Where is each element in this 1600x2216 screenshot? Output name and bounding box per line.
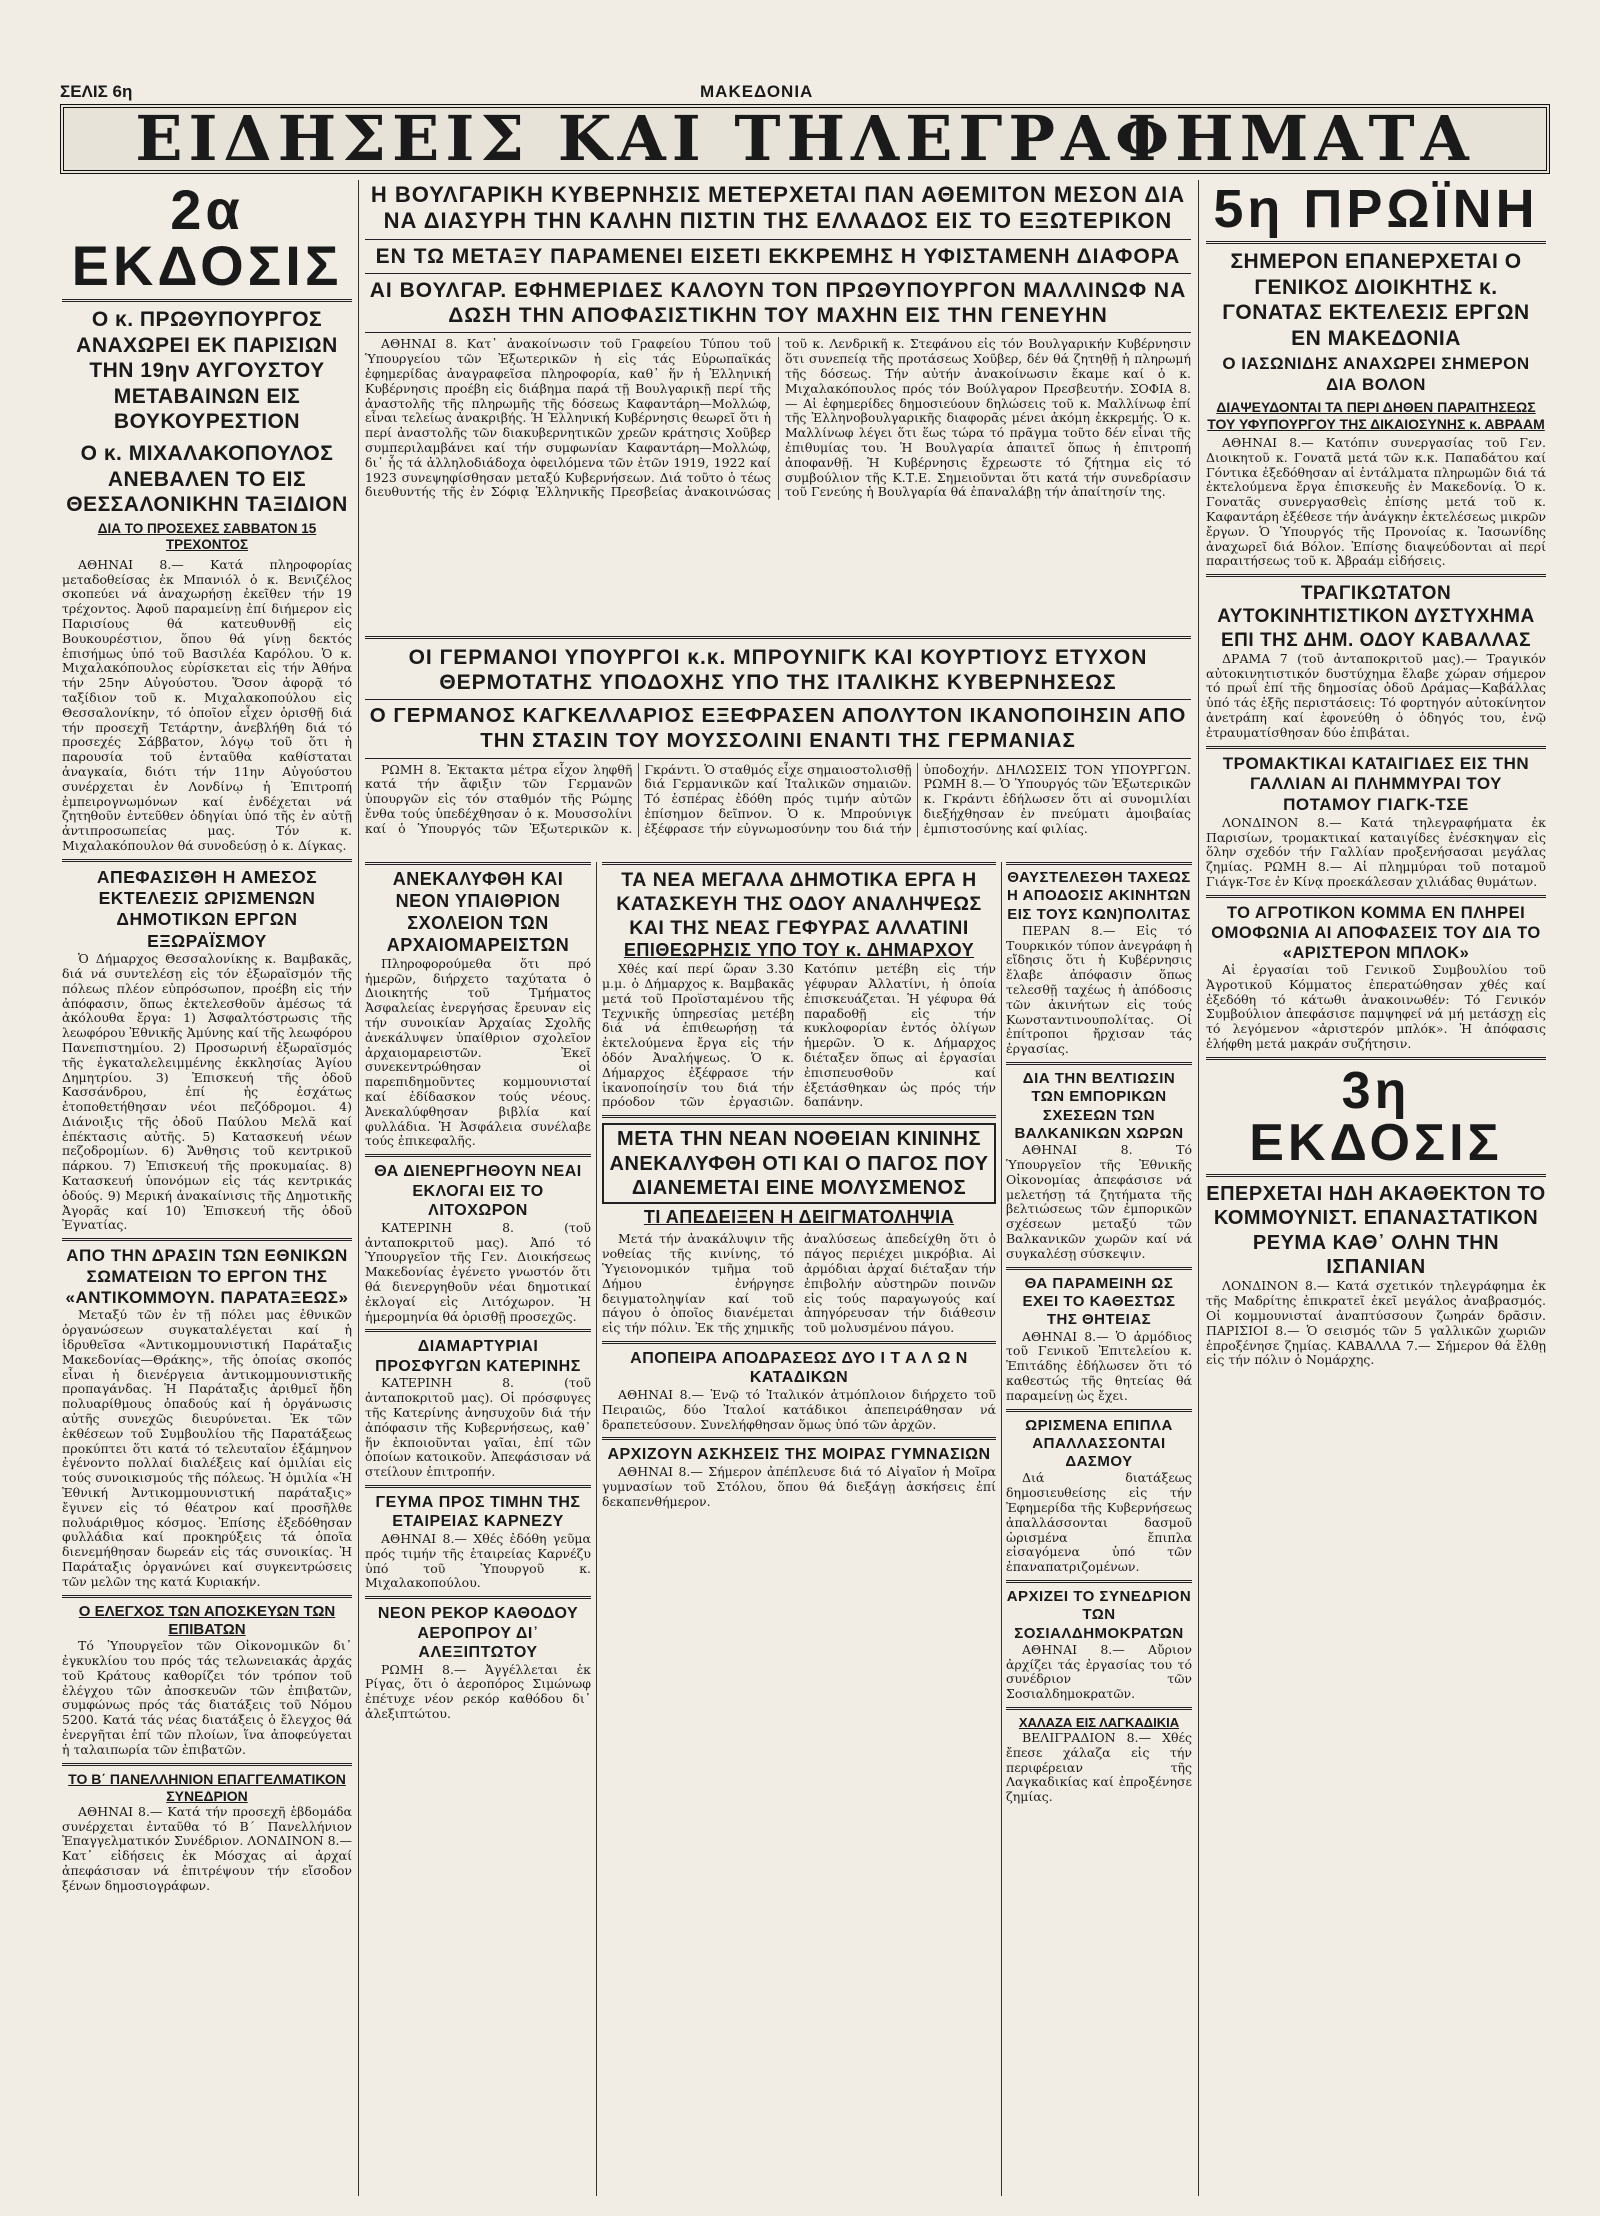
headline: ΑΝΕΚΑΛΥΦΘΗ ΚΑΙ ΝΕΟΝ ΥΠΑΙΘΡΙΟΝ ΣΧΟΛΕΙΟΝ ΤΩΝ ΑΡΧΑΙΟΜΑΡΕΙΣΤΩΝ [386,869,570,955]
headline: ΑΠΕΦΑΣΙΣΘΗ Η ΑΜΕΣΟΣ ΕΚΤΕΛΕΣΙΣ ΩΡΙΣΜΕΝΩΝ ΔΗΜΟΤΙΚΩΝ ΕΡΓΩΝ ΕΞΩΡΑΪΣΜΟΥ [96,866,318,951]
section-title: ΕΙΔΗΣΕΙΣ ΚΑΙ ΤΗΛΕΓΡΑΦΗΜΑΤΑ [135,104,1475,174]
headline: ΜΕΤΑ ΤΗΝ ΝΕΑΝ ΝΟΘΕΙΑΝ ΚΙΝΙΝΗΣ ΑΝΕΚΑΛΥΦΘΗ ΟΤΙ ΚΑΙ Ο ΠΑΓΟΣ ΠΟΥ ΔΙΑΝΕΜΕΤΑΙ ΕΙΝΕ ΜΟΛΥΣΜΕΝΟΣ [602,1123,996,1204]
subheadline: ΔΙΑΨΕΥΔΟΝΤΑΙ ΤΑ ΠΕΡΙ ΔΗΘΕΝ ΠΑΡΑΙΤΗΣΕΩΣ ΤΟΥ ΥΦΥΠΟΥΡΓΟΥ ΤΗΣ ΔΙΚΑΙΟΣΥΝΗΣ κ. ΑΒΡΑΑΜ [1207,398,1545,432]
headline: ΑΡΧΙΖΟΥΝ ΑΣΚΗΣΕΙΣ ΤΗΣ ΜΟΙΡΑΣ ΓΥΜΝΑΣΙΩΝ [607,1446,991,1464]
column-rule [1198,180,1199,2196]
article-text: Μετά τήν ἀνακάλυψιν τῆς νοθείας τῆς κινίνης, τό Ὑγειονομικόν τμῆμα τοῦ Δήμου ἐνήργησε δειγματοληψίαν καί τοῦ πάγου ὁ ὁποῖος διανέμεται εἰς τήν πόλιν. Ἐκ τῆς χημικῆς ἀναλύσεως ἀπεδείχθη ὅτι ὁ πάγος περιέχει μικρόβια. Αἱ ἀρμόδιαι ἀρχαί διέταξαν τήν ἐπιβολήν αὐστηρῶν ποινῶν εἰς τούς παραγωγούς καί ἀπηγόρευσαν τήν διάθεσιν τοῦ μολυσμένου πάγου. [602,1231,996,1336]
edition-label: 3η ΕΚΔΟΣΙΣ [1249,1061,1503,1172]
article-text: Αἱ ἐργασίαι τοῦ Γενικοῦ Συμβουλίου τοῦ Ἀγροτικοῦ Κόμματος ἐπερατώθησαν χθές καί ἐξεδόθη τό κάτωθι ἀνακοινωθέν: Τό Γενικόν Συμβούλιον ἀπεφάσισε παμψηφεί νά μή μετάσχῃ εἰς τό λεγόμενον «ἀριστερόν μπλόκ». Ἡ ἀπόφασις ἐλήφθη μετά μακράν συζήτησιν. [1206,962,1546,1052]
article-text: ΑΘΗΝΑΙ 8.— Σήμερον ἀπέπλευσε διά τό Αἰγαῖον ἡ Μοῖρα γυμνασίων τοῦ Στόλου, ὅπου θά διεξάγῃ ἀσκήσεις ἐπί δεκαπενθήμερον. [602,1463,996,1509]
article-text: ΑΘΗΝΑΙ 8.— Κατά τήν προσεχῆ ἑβδομάδα συνέρχεται ἐνταῦθα τό Β΄ Πανελλήνιον Ἐπαγγελματικόν Συνέδριον. ΛΟΝΔΙΝΟΝ 8.— Κατ᾿ εἰδήσεις ἐκ Μόσχας αἱ ἀρχαί ἀπεφάσισαν νά ἐπιτρέψουν τήν εἴσοδον ξένων δημοσιογράφων. [62,1803,352,1893]
article-text: ΑΘΗΝΑΙ 8.— Κατόπιν συνεργασίας τοῦ Γεν. Διοικητοῦ κ. Γονατᾶ μετά τῶν κ.κ. Παπαδάτου καί Γόντικα ἐξεδόθησαν αἱ ἐντάλματα πληρωμῶν διά τά ἐκτελούμενα ἔργα ἐπισκευῆς ἐν Μακεδονίᾳ. Ὁ κ. Γονατᾶς συνεργασθεὶς ἐπίσης μετά τοῦ κ. Καφαντάρη ἐξέθεσε τήν ἀνάγκην ἐκτελέσεως μικρῶν ἔργων. Ὁ Ὑπουργός τῆς Προνοίας κ. Ἰασωνίδης ἀναχωρεῖ διά Βόλον. Ἐπίσης διαψεύδονται αἱ περί παραιτήσεως τοῦ κ. Ἀβραάμ εἰδήσεις. [1206,435,1546,569]
headline: Ο ΓΕΡΜΑΝΟΣ ΚΑΓΚΕΛΛΑΡΙΟΣ ΕΞΕΦΡΑΣΕΝ ΑΠΟΛΥΤΟΝ ΙΚΑΝΟΠΟΙΗΣΙΝ ΑΠΟ ΤΗΝ ΣΤΑΣΙΝ ΤΟΥ ΜΟΥΣΣΟΛΙΝΙ ΕΝΑΝΤΙ ΤΗΣ ΓΕΡΜΑΝΙΑΣ [369,704,1187,752]
section-banner [60,104,1550,174]
article-text: ΑΘΗΝΑΙ 8.— Κατά πληροφορίας μεταδοθείσας ἐκ Μπανιόλ ὁ κ. Βενιζέλος σκοπεύει νά ἀναχωρήσῃ ἐκεῖθεν τήν 19 τρέχοντος. Ἀφοῦ παραμείνῃ ἐπί διήμερον εἰς Παρισίους θά κατευθυνθῇ εἰς Βουκουρέστιον, ὅπου θά γίνῃ δεκτός ἐπισήμως ὑπό τοῦ Βασιλέα Καρόλου. Ὁ κ. Μιχαλακόπουλος εὑρίσκεται εἰς τήν Ἀθήνα τήν 25ην Αὐγούστου. Ὅσον ἀφορᾷ τό ταξίδιον τοῦ κ. Μιχαλακοπούλου εἰς Θεσσαλονίκην, τό ὁποῖον εἶχεν ὁρισθῇ διά τήν προσεχῆ Τετάρτην, ἀνεβλήθη διά τό προσεχές Σάββατον, λόγῳ τοῦ ὅτι ἡ παρουσία τοῦ ἐνταῦθα καθίσταται ἀναγκαία, διότι τήν 11ην Αὐγούστου συνέρχεται ἐν Λονδίνῳ ἡ Ἐπιτροπή ἐμπειρογνωμόνων καί ἐνδέχεται νά ζητηθοῦν ἐντεῦθεν ὁδηγίαι ὑπό τῆς ἐν αὐτῇ ἀντιπροσωπείας μας. Τόν κ. Μιχαλακόπουλον θά συνοδεύσῃ ὁ κ. Δίγκας. [62,556,352,853]
headline: Ο κ. ΠΡΩΘΥΠΟΥΡΓΟΣ ΑΝΑΧΩΡΕΙ ΕΚ ΠΑΡΙΣΙΩΝ ΤΗΝ 19ην ΑΥΓΟΥΣΤΟΥ ΜΕΤΑΒΑΙΝΩΝ ΕΙΣ ΒΟΥΚΟΥΡΕΣΤΙΟΝ [76,308,338,434]
column-rule [596,862,597,2196]
headline: ΝΕΟΝ ΡΕΚΟΡ ΚΑΘΟΔΟΥ ΑΕΡΟΠΡΟΥ ΔΙ᾿ ΑΛΕΞΙΠΤΩΤΟΥ [377,1605,579,1662]
column-2b [365,862,591,2199]
headline: ΑΙ ΒΟΥΛΓΑΡ. ΕΦΗΜΕΡΙΔΕΣ ΚΑΛΟΥΝ ΤΟΝ ΠΡΩΘΥΠΟΥΡΓΟΝ ΜΑΛΛΙΝΩΦ ΝΑ ΔΩΣΗ ΤΗΝ ΑΠΟΦΑΣΙΣΤΙΚΗΝ ΤΟΥ ΜΑΧΗΝ ΕΙΣ ΤΗΝ ΓΕΝΕΥΗΝ [369,278,1187,328]
edition-label: 2α ΕΚΔΟΣΙΣ [71,180,343,297]
article-text: ΡΩΜΗ 8. Ἐκτακτα μέτρα εἶχον ληφθῆ κατά τήν ἄφιξιν τῶν Γερμανῶν ὑπουργῶν εἰς τόν σταθμόν τῆς Ρώμης ἔνθα τούς ὑπεδέχθησαν ὁ κ. Μουσσολίνι καί ὁ Ὑπουργός τῶν Ἐξωτερικῶν κ. Γκράντι. Ὁ σταθμός εἶχε σημαιοστολισθῇ διά Γερμανικῶν καί Ἰταλικῶν σημαιῶν. Τό ἑσπέρας ἐδόθη πρός τιμήν αὐτῶν ἐπίσημον δεῖπνον. Ὁ κ. Μπρούνιγκ ἐξέφρασε τήν εὐγνωμοσύνην του διά τήν ὑποδοχήν. ΔΗΛΩΣΕΙΣ ΤΟΝ ΥΠΟΥΡΓΩΝ. ΡΩΜΗ 8.— Ὁ Ὑπουργός τῶν Ἐξωτερικῶν κ. Γκράντι ἐδήλωσεν ὅτι αἱ συνομιλίαι διεξήχθησαν ἐν πνεύματι ἀμοιβαίας ἐμπιστοσύνης καί φιλίας. [365,761,1191,836]
article-text: Διά διατάξεως δημοσιευθείσης εἰς τήν Ἐφημερίδα τῆς Κυβερνήσεως ἀπαλλάσσονται δασμοῦ ὡρισμένα ἔπιπλα εἰσαγόμενα ὑπό τῶν ἐπαναπατριζομένων. [1006,1470,1192,1575]
article-text: ΑΘΗΝΑΙ 8.— Αὔριον ἀρχίζει τάς ἐργασίας του τό συνέδριον τῶν Σοσιαλδημοκρατῶν. [1006,1641,1192,1702]
headline: Ο κ. ΜΙΧΑΛΑΚΟΠΟΥΛΟΣ ΑΝΕΒΑΛΕΝ ΤΟ ΕΙΣ ΘΕΣΣΑΛΟΝΙΚΗΝ ΤΑΞΙΔΙΟΝ [66,442,348,517]
headline: ΤΟ Β΄ ΠΑΝΕΛΛΗΝΙΟΝ ΕΠΑΓΓΕΛΜΑΤΙΚΟΝ ΣΥΝΕΔΡΙΟΝ [68,1770,346,1804]
subheadline: ΕΠΙΘΕΩΡΗΣΙΣ ΥΠΟ ΤΟΥ κ. ΔΗΜΑΡΧΟΥ [623,940,975,961]
page-topline [60,82,1550,104]
headline: ΔΙΑΜΑΡΤΥΡΙΑΙ ΠΡΟΣΦΥΓΩΝ ΚΑΤΕΡΙΝΗΣ [375,1338,581,1375]
edition-label: 5η ΠΡΩΪΝΗ [1213,180,1539,239]
page-label: ΣΕΛΙΣ 6η [60,82,133,101]
headline: Ο ΙΑΣΩΝΙΔΗΣ ΑΝΑΧΩΡΕΙ ΣΗΜΕΡΟΝ ΔΙΑ ΒΟΛΟΝ [1222,354,1530,395]
article-text: ΚΑΤΕΡΙΝΗ 8. (τοῦ ἀνταποκριτοῦ μας). Οἱ πρόσφυγες τῆς Κατερίνης ἀνησυχοῦν διά τήν ἀπόφασιν τῆς Κυβερνήσεως, καθ᾿ ἥν ἐκποιοῦνται γαῖαι, ἐπί τῶν ὁποίων κατοικοῦν. Ἀπεφάσισαν νά στείλουν ἐπιτροπήν. [365,1375,591,1480]
headline: ΕΝ ΤΩ ΜΕΤΑΞΥ ΠΑΡΑΜΕΝΕΙ ΕΙΣΕΤΙ ΕΚΚΡΕΜΗΣ Η ΥΦΙΣΤΑΜΕΝΗ ΔΙΑΦΟΡΑ [375,244,1181,268]
article-text: ΡΩΜΗ 8.— Ἀγγέλλεται ἐκ Ρίγας, ὅτι ὁ ἀεροπόρος Σιμώνωφ ἐπέτυχε νέον ρεκόρ καθόδου δι᾿ ἀλεξιπτώτου. [365,1661,591,1722]
article-text: ΔΡΑΜΑ 7 (τοῦ ἀνταποκριτοῦ μας).— Τραγικόν αὐτοκινητιστικόν δυστύχημα ἔλαβε χώραν σήμερον τό πρωΐ ἐπί τῆς δημοσίας ὁδοῦ Δράμας—Καβάλλας ὑπό τάς ἑξῆς περιστάσεις: Τό φορτηγόν αὐτοκίνητον ἀνετράπη καί ἐφονεύθη ὁ ὁδηγός του, ἐνῷ ἐτραυματίσθησαν δύο ἐπιβάται. [1206,650,1546,740]
headline: ΘΑ ΔΙΕΝΕΡΓΗΘΟΥΝ ΝΕΑΙ ΕΚΛΟΓΑΙ ΕΙΣ ΤΟ ΛΙΤΟΧΩΡΟΝ [374,1163,582,1220]
headline: Η ΒΟΥΛΓΑΡΙΚΗ ΚΥΒΕΡΝΗΣΙΣ ΜΕΤΕΡΧΕΤΑΙ ΠΑΝ ΑΘΕΜΙΤΟΝ ΜΕΣΟΝ ΔΙΑ ΝΑ ΔΙΑΣΥΡΗ ΤΗΝ ΚΑΛΗΝ ΠΙΣΤΙΝ ΤΗΣ ΕΛΛΑΔΟΣ ΕΙΣ ΤΟ ΕΞΩΤΕΡΙΚΟΝ [370,182,1186,234]
headline: ΑΡΧΙΖΕΙ ΤΟ ΣΥΝΕΔΡΙΟΝ ΤΩΝ ΣΟΣΙΑΛΔΗΜΟΚΡΑΤΩΝ [1006,1587,1192,1642]
article-text: Χθές καί περί ὥραν 3.30 μ.μ. ὁ Δήμαρχος κ. Βαμβακᾶς μετά τοῦ Προϊσταμένου τῆς Τεχνικῆς ὑπηρεσίας μετέβη διά νά ἐπιθεωρήσῃ τά ἐκτελούμενα ἔργα εἰς τήν ὁδόν Ἀναλήψεως. Ὁ κ. Δήμαρχος ἐξέφρασε τήν ἱκανοποίησίν του διά τήν πρόοδον τῶν ἐργασιῶν. Κατόπιν μετέβη εἰς τήν γέφυραν Ἀλλατίνι, ἡ ὁποία ἐπισκευάζεται. Ἡ γέφυρα θά παραδοθῇ εἰς τήν κυκλοφορίαν ἐντός ὀλίγων ἡμερῶν. Ὁ κ. Δήμαρχος διέταξεν ὅπως αἱ ἐργασίαι ἐπισπευσθοῦν καί ἐξετάσθηκαν ὡς πρός τήν δαπάνην. [602,961,996,1110]
headline: ΤΡΑΓΙΚΩΤΑΤΟΝ ΑΥΤΟΚΙΝΗΤΙΣΤΙΚΟΝ ΔΥΣΤΥΧΗΜΑ ΕΠΙ ΤΗΣ ΔΗΜ. ΟΔΟΥ ΚΑΒΑΛΛΑΣ [1217,583,1535,651]
article-text: ΛΟΝΔΙΝΟΝ 8.— Κατά σχετικόν τηλεγράφημα ἐκ τῆς Μαδρίτης ἐπικρατεῖ ἐκεῖ μεγάλος ἀναβρασμός. Οἱ κομμουνισταί ἀναπτύσσουν ζωηράν δρᾶσιν. ΠΑΡΙΣΙΟΙ 8.— Ὁ σεισμός τῶν 5 γαλλικῶν χωριῶν ἐπροξένησε ζημίας. ΚΑΒΑΛΛΑ 7.— Σήμερον θά ἔλθῃ εἰς τήν πόλιν ὁ Νομάρχης. [1206,1278,1546,1368]
subheadline: ΔΙΑ ΤΟ ΠΡΟΣΕΧΕΣ ΣΑΒΒΑΤΟΝ 15 ΤΡΕΧΟΝΤΟΣ [97,520,317,553]
headline: ΣΗΜΕΡΟΝ ΕΠΑΝΕΡΧΕΤΑΙ Ο ΓΕΝΙΚΟΣ ΔΙΟΙΚΗΤΗΣ κ. ΓΟΝΑΤΑΣ ΕΚΤΕΛΕΣΙΣ ΕΡΓΩΝ ΕΝ ΜΑΚΕΔΟΝΙΑ [1222,250,1530,350]
newspaper-name: ΜΑΚΕΔΟΝΙΑ [700,82,814,101]
article-text: Τό Ὑπουργεῖον τῶν Οἰκονομικῶν δι᾿ ἐγκυκλίου του πρός τάς τελωνειακάς ἀρχάς τοῦ Κράτους καθορίζει τόν τρόπον τοῦ ἐλέγχου τῶν ἀποσκευῶν τῶν ἐπιβατῶν, συμφώνως πρός τάς διατάξεις τοῦ Νόμου 5200. Κατά τάς νέας διατάξεις ὁ ἔλεγχος θά ἐνεργῆται ἐπί τῶν πλοίων, ἵνα ἀποφεύγεται ἡ ταλαιπωρία τῶν ἐπιβατῶν. [62,1638,352,1757]
article-text: ΑΘΗΝΑΙ 8.— Χθές ἐδόθη γεῦμα πρός τιμήν τῆς ἑταιρείας Καρνέζυ ὑπό τοῦ Ὑπουργοῦ κ. Μιχαλακοπούλου. [365,1530,591,1591]
column-rule [1001,862,1002,2196]
article-text: Μεταξύ τῶν ἐν τῇ πόλει μας ἐθνικῶν ὀργανώσεων συγκαταλέγεται καί ἡ ἱδρυθεῖσα «Ἀντικομμουνιστική Παράταξις Μακεδονίας—Θράκης», τῆς ὁποίας σκοπός εἶναι ἡ διενέργεια ἀντικομμουνιστικῆς προπαγάνδας. Ἡ Παράταξις ἀριθμεῖ ἤδη πολυαρίθμους ὀπαδούς καί ἡ ὀργάνωσις αὐτῆς συνεχῶς διευρύνεται. Ἐκ τῶν ἐκθέσεων τοῦ Συμβουλίου τῆς Παρατάξεως προκύπτει ὅτι κατά τό τελευταῖον ἑξάμηνον ἐγένοντο πολλαί διαλέξεις καί ὁμιλίαι εἰς τούς συνοικισμούς τῆς πόλεως. Ἡ ὁμιλία «Ἡ Ἐθνική Ἀντικομμουνιστική παράταξις» ἔγινεν εἰς τό θέατρον καί προσῆλθε πολυάριθμος κόσμος. Ἐπίσης ἐξεδόθησαν φυλλάδια καί προκηρύξεις τά ὁποῖα διενεμήθησαν δωρεάν εἰς τάς συνοικίας. Ἡ Παράταξις ὀργανώνει καί συγκεντρώσεις τῶν μελῶν της κατά Κυριακήν. [62,1307,352,1589]
headline: ΑΠΟΠΕΙΡΑ ΑΠΟΔΡΑΣΕΩΣ ΔΥΟ Ι Τ Α Λ Ω Ν ΚΑΤΑΔΙΚΩΝ [630,1349,968,1387]
column-4 [1006,862,1192,2199]
headline: Ο ΕΛΕΓΧΟΣ ΤΩΝ ΑΠΟΣΚΕΥΩΝ ΤΩΝ ΕΠΙΒΑΤΩΝ [78,1602,336,1638]
lead-story [365,182,1191,630]
headline: ΤΑ ΝΕΑ ΜΕΓΑΛΑ ΔΗΜΟΤΙΚΑ ΕΡΓΑ Η ΚΑΤΑΣΚΕΥΗ ΤΗΣ ΟΔΟΥ ΑΝΑΛΗΨΕΩΣ ΚΑΙ ΤΗΣ ΝΕΑΣ ΓΕΦΥΡΑΣ ΑΛΛΑΤΙΝΙ [616,869,982,939]
article-text: ΑΘΗΝΑΙ 8. Τό Ὑπουργεῖον τῆς Ἐθνικῆς Οἰκονομίας ἀπεφάσισε νά μελετήσῃ τά ζητήματα τῆς βελτιώσεως τῶν ἐμπορικῶν σχέσεων μεταξύ τῶν Βαλκανικῶν χωρῶν καί νά συγκαλέσῃ σύσκεψιν. [1006,1142,1192,1261]
column-3 [602,862,996,2199]
article-text: ΑΘΗΝΑΙ 8.— Ἐνῷ τό Ἰταλικόν ἀτμόπλοιον διήρχετο τοῦ Πειραιῶς, δύο Ἰταλοί κατάδικοι ἀπεπειράθησαν νά δραπετεύσουν. Συνελήφθησαν ὅμως ὑπό τῶν ἀρχῶν. [602,1387,996,1432]
headline: ΕΠΕΡΧΕΤΑΙ ΗΔΗ ΑΚΑΘΕΚΤΟΝ ΤΟ ΚΟΜΜΟΥΝΙΣΤ. ΕΠΑΝΑΣΤΑΤΙΚΟΝ ΡΕΥΜΑ ΚΑΘ᾿ ΟΛΗΝ ΤΗΝ ΙΣΠΑΝΙΑΝ [1206,1182,1546,1279]
article-text: ΑΘΗΝΑΙ 8.— Ὁ ἁρμόδιος τοῦ Γενικοῦ Ἐπιτελείου κ. Ἐπιτάδης ἐδήλωσεν ὅτι τό καθεστώς τῆς θητείας θά παραμείνῃ ὡς ἔχει. [1006,1328,1192,1403]
article-text: ΚΑΤΕΡΙΝΗ 8. (τοῦ ἀνταποκριτοῦ μας). Ἀπό τό Ὑπουργεῖον τῆς Γεν. Διοικήσεως Μακεδονίας ἐγένετο γνωστόν ὅτι θά διενεργηθοῦν νέαι δημοτικαί ἐκλογαί εἰς Λιτόχωρον. Ἡ ἡμερομηνία θά ὁρισθῇ προσεχῶς. [365,1219,591,1324]
subheadline: ΤΙ ΑΠΕΔΕΙΞΕΝ Η ΔΕΙΓΜΑΤΟΛΗΨΙΑ [643,1207,955,1228]
headline: ΘΑΥΣΤΕΛΕΣΘΗ ΤΑΧΕΩΣ Η ΑΠΟΔΟΣΙΣ ΑΚΙΝΗΤΩΝ ΕΙΣ ΤΟΥΣ ΚΩΝ)ΠΟΛΙΤΑΣ [1007,869,1191,923]
headline: ΔΙΑ ΤΗΝ ΒΕΛΤΙΩΣΙΝ ΤΩΝ ΕΜΠΟΡΙΚΩΝ ΣΧΕΣΕΩΝ ΤΩΝ ΒΑΛΚΑΝΙΚΩΝ ΧΩΡΩΝ [1014,1070,1184,1142]
headline: ΟΙ ΓΕΡΜΑΝΟΙ ΥΠΟΥΡΓΟΙ κ.κ. ΜΠΡΟΥΝΙΓΚ ΚΑΙ ΚΟΥΡΤΙΟΥΣ ΕΤΥΧΟΝ ΘΕΡΜΟΤΑΤΗΣ ΥΠΟΔΟΧΗΣ ΥΠΟ ΤΗΣ ΙΤΑΛΙΚΗΣ ΚΥΒΕΡΝΗΣΕΩΣ [408,646,1148,695]
article-text: ΛΟΝΔΙΝΟΝ 8.— Κατά τηλεγραφήματα ἐκ Παρισίων, τρομακτικαί καταιγίδες ἐνέσκηψαν εἰς ὅλην σχεδόν τήν Γαλλίαν προξενήσασαι μεγάλας ζημίας. ΡΩΜΗ 8.— Αἱ πλημμύραι τοῦ ποταμοῦ Γιάγκ-Τσε ἐν Κίνᾳ προεκάλεσαν χιλιάδας θυμάτων. [1206,814,1546,889]
column-5 [1206,180,1546,2196]
headline: ΩΡΙΣΜΕΝΑ ΕΠΙΠΛΑ ΑΠΑΛΛΑΣΣΟΝΤΑΙ ΔΑΣΜΟΥ [1025,1416,1173,1471]
article-text: ΒΕΛΙΓΡΑΔΙΟΝ 8.— Χθές ἔπεσε χάλαζα εἰς τήν περιφέρειαν τῆς Λαγκαδικίας καί ἐπροξένησε ζημίας. [1006,1729,1192,1805]
article-text: Ὁ Δήμαρχος Θεσσαλονίκης κ. Βαμβακᾶς, διά νά συντελέσῃ εἰς τόν ἐξωραϊσμόν τῆς πόλεως πλέον εὐπρόσωπον, προέβη εἰς τήν ἀπόφασιν, ὅπως ἐκτελεσθοῦν ἀμέσως τά ἀκόλουθα ἔργα: 1) Ἀσφαλτόστρωσις τῆς λεωφόρου Ἐθνικῆς Ἀμύνης καί τῆς λεωφόρου Πανεπιστημίου. 2) Προσωρινή ἐξωραϊσμός τῆς ἐγκαταλελειμμένης ἐκκλησίας Ἁγίου Δημητρίου. 3) Ἐπισκευή τῆς ὁδοῦ Κασσάνδρου, ἐπί ἡς ἐσχάτως ἐτοποθετήθησαν νέοι πεζόδρομοι. 4) Διάνοιξις τῆς ὁδοῦ Παύλου Μελᾶ καί ἐπέκτασις αὐτῆς. 5) Κατασκευή νέων πεζοδρομίων. 6) Ἄνθησις τοῦ κεντρικοῦ πάρκου. 7) Ἐπισκευή τῆς προκυμαίας. 8) Κατασκευή ὑπονόμων εἰς τάς κεντρικάς ὁδούς. 9) Μερική ἀνακαίνισις τῆς Δημοτικῆς Ἀγορᾶς καί 10) Ἐπισκευή τῆς ὁδοῦ Ἐγνατίας. [62,951,352,1233]
headline: ΤΡΟΜΑΚΤΙΚΑΙ ΚΑΤΑΙΓΙΔΕΣ ΕΙΣ ΤΗΝ ΓΑΛΛΙΑΝ ΑΙ ΠΛΗΜΜΥΡΑΙ ΤΟΥ ΠΟΤΑΜΟΥ ΓΙΑΓΚ-ΤΣΕ [1222,753,1530,814]
headline: ΧΑΛΑΖΑ ΕΙΣ ΛΑΓΚΑΔΙΚΙΑ [1018,1715,1180,1731]
article-text: Πληροφορούμεθα ὅτι πρό ἡμερῶν, διήρχετο ταχύτατα ὁ Διοικητής τοῦ Τμήματος Ἀσφαλείας ἐνεργήσας ἔρευναν εἰς τήν συνοικίαν Ἀρχαίας Σχολῆς ἀνεκάλυψεν ὑπαίθριον σχολεῖον ἀρχαιομαρειστῶν. Ἐκεῖ συνεκεντρώθησαν οἱ παρεπιδημοῦντες κομμουνισταί καί ἐδίδασκον τούς νέους. Ἀνεκαλύφθησαν βιβλία καί φυλλάδια. Ἡ Ἀσφάλεια συνέλαβε τούς ἐπικεφαλῆς. [365,955,591,1149]
headline: ΘΑ ΠΑΡΑΜΕΙΝΗ ΩΣ ΕΧΕΙ ΤΟ ΚΑΘΕΣΤΩΣ ΤΗΣ ΘΗΤΕΙΑΣ [1022,1274,1176,1329]
column-rule [358,180,359,2196]
headline: ΤΟ ΑΓΡΟΤΙΚΟΝ ΚΟΜΜΑ ΕΝ ΠΛΗΡΕΙ ΟΜΟΦΩΝΙΑ ΑΙ ΑΠΟΦΑΣΕΙΣ ΤΟΥ ΔΙΑ ΤΟ «ΑΡΙΣΤΕΡΟΝ ΜΠΛΟΚ» [1211,903,1541,962]
article-text: ΑΘΗΝΑΙ 8. Κατ᾿ ἀνακοίνωσιν τοῦ Γραφείου Τύπου τοῦ Ὑπουργείου τῶν Ἐξωτερικῶν ἡ εἰς τάς Εὐρωπαϊκάς ἐφημερίδας ἀναγραφεῖσα πληροφορία, καθ᾿ ἥν ἡ Ἑλληνική Κυβέρνησις προέβη εἰς διάβημα παρά τῇ Βουλγαρικῇ περί τῆς ἀναστολῆς τῆς πληρωμῆς τῆς δόσεως Καφαντάρη—Μολλώφ, εἶναι τελείως ἀνακριβής. Ἡ Ἑλληνική Κυβέρνησις θεωρεῖ ὅτι ἡ περί ἀναστολῆς τῶν διακυβερνητικῶν χρεῶν κράτησις Χοῦβερ συμπεριλαμβάνει καί τήν συμφωνίαν Καφαντάρη—Μολλώφ, δι᾿ ἧς τά ἀλληλοδιάδοχα ὀφειλόμενα τῶν ἐτῶν 1919, 1922 καί 1923 συνεψηφίσθησαν μεταξύ Κυβερνήσεων. Διά τοῦτο ὁ τέως διευθυντής τῆς ἐν Σόφιᾳ Ἑλληνικῆς Πρεσβείας ἀνακοινώσας τοῦ κ. Λενδρικῆ κ. Στεφάνου εἰς τόν Βουλγαρικήν Κυβέρνησιν ὅτι συνεπείᾳ τῆς προτάσεως Χοῦβερ, δέν θά ζητηθῇ ἡ πληρωμή τῆς δόσεως. Τήν αὐτήν ἀνακοίνωσιν ἔκαμε καί ὁ κ. Μιχαλακόπουλος πρός τόν Βούλγαρον Πρεσβευτήν. ΣΟΦΙΑ 8.— Αἱ ἐφημερίδες δημοσιεύουν δηλώσεις τοῦ κ. Μαλλίνωφ ἐπί τῆς Ἑλληνοβουλγαρικῆς διαφορᾶς μένει ἀκόμη ἐκκρεμής. Ὁ κ. Μαλλίνωφ λέγει ὅτι ἕως τώρα τό πρᾶγμα τοῦτο δέν εἶναι τῆς ἐπιθυμίας του. Ἡ Βουλγαρία ἀπαιτεῖ ὅπως ἡ ἐπιτροπή ἀποφανθῇ. Ἡ Κυβέρνησις ἔχρεωστε τό ζήτημα εἰς τό συμβούλιον τῆς Κ.Τ.Ε. Σημειοῦνται ὅτι κατά τήν συνεδρίασιν τοῦ Γενεύης ἡ Βουλγαρία θά ἐπαναλάβῃ τήν ἀπαίτησίν της. [365,336,1191,500]
article-text: ΠΕΡΑΝ 8.— Εἰς τό Τουρκικόν τύπον ἀνεγράφη ἡ εἴδησις ὅτι ἡ Κυβέρνησις ἔλαβε ἀπόφασιν ὅπως τελεσθῇ ταχέως ἡ ἀπόδοσις τῶν ἀκινήτων εἰς τούς Κωνσταντινουπολίτας. Οἱ ἐπίτροποι ἤρχισαν τάς ἐργασίας. [1006,922,1192,1057]
column-1 [62,180,352,2196]
headline: ΓΕΥΜΑ ΠΡΟΣ ΤΙΜΗΝ ΤΗΣ ΕΤΑΙΡΕΙΑΣ ΚΑΡΝΕΖΥ [375,1493,581,1531]
headline: ΑΠΟ ΤΗΝ ΔΡΑΣΙΝ ΤΩΝ ΕΘΝΙΚΩΝ ΣΩΜΑΤΕΙΩΝ ΤΟ ΕΡΓΟΝ ΤΗΣ «ΑΝΤΙΚΟΜΜΟΥΝ. ΠΑΡΑΤΑΞΕΩΣ» [65,1246,349,1307]
second-story [365,636,1191,857]
